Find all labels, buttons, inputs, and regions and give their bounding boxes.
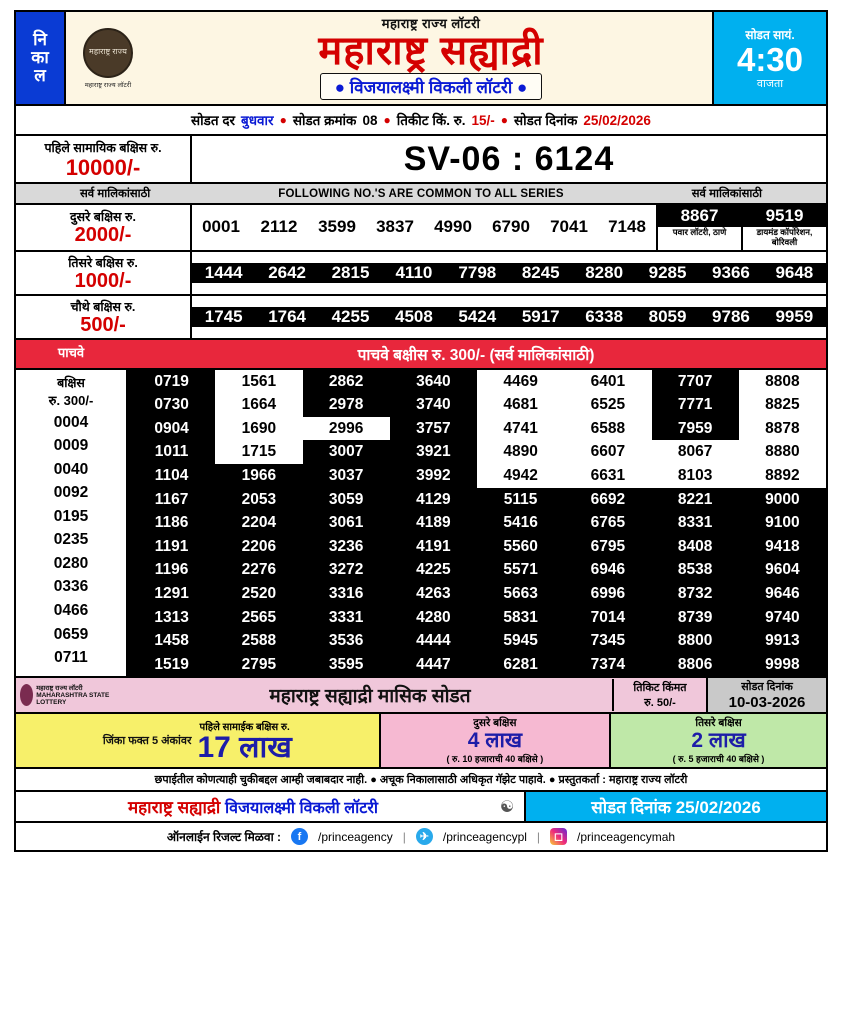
fifth-prize-number: 0466: [53, 602, 89, 619]
telegram-handle[interactable]: /princeagencypl: [442, 829, 527, 844]
fifth-prize-number: 1561: [241, 372, 277, 390]
fifth-prize-bar-right: पाचवे बक्षीस रु. 300/- (सर्व मालिकांसाठी): [357, 346, 595, 364]
monthly-date-label: सोडत दिनांक: [741, 681, 793, 694]
fifth-prize-number: 4890: [503, 443, 538, 461]
third-prize-number: 8245: [509, 263, 572, 283]
fifth-prize-column-3: [303, 370, 390, 677]
second-prize-amount: 2000/-: [74, 224, 132, 247]
third-prize-label: तिसरे बक्षिस रु.: [68, 255, 138, 270]
fourth-prize-row: [16, 296, 826, 340]
footer-right: [524, 792, 826, 821]
fifth-prize-number: 4447: [390, 653, 477, 677]
ticket-label: तिकीट किं. रु.: [396, 113, 466, 128]
common-left: सर्व मालिकांसाठी: [80, 188, 151, 201]
fifth-prize-number: 4741: [503, 419, 538, 437]
fifth-prize-number: 7707: [652, 370, 739, 394]
fifth-prize-number: 6607: [590, 443, 626, 461]
fifth-prize-number: 1690: [241, 419, 277, 437]
monthly-price-label: तिकिट किंमत: [633, 682, 687, 695]
fifth-prize-number: 8408: [652, 535, 739, 559]
fifth-prize-number: 9646: [739, 582, 826, 606]
first-prize-label-cell: [16, 136, 192, 182]
fifth-prize-number: 4263: [390, 582, 477, 606]
fifth-prize-number: 6765: [564, 511, 651, 535]
fifth-prize-number: 0004: [53, 413, 89, 431]
fifth-prize-number: 3236: [303, 535, 390, 559]
header-line2: महाराष्ट्र सह्याद्री: [318, 29, 544, 73]
fifth-prize-number: 5831: [477, 606, 564, 630]
fourth-prize-label: चौथे बक्षिस रु.: [70, 299, 136, 314]
big-prize-third-sub: ( रु. 5 हजाराची 40 बक्षिसे ): [672, 754, 765, 765]
nikal-char-3: ल: [34, 65, 46, 85]
number-value: 08: [362, 112, 378, 128]
fifth-prize-number: 5663: [477, 582, 564, 606]
fourth-prize-number: 4255: [319, 307, 382, 327]
rate-value: बुधवार: [241, 113, 274, 128]
fifth-prize-number: 2996: [328, 419, 364, 437]
fifth-prize-number: 3921: [390, 440, 477, 464]
big-prize-row: [16, 714, 826, 769]
fifth-prize-number: 6401: [590, 372, 626, 390]
third-prize-label-cell: [16, 252, 192, 294]
third-prize-number: 1444: [192, 263, 255, 283]
fifth-prize-number: 8808: [765, 372, 800, 390]
fifth-prize-number: 1664: [241, 396, 277, 414]
special-prize-2: [741, 205, 826, 250]
fifth-prize-number: 3992: [390, 464, 477, 488]
first-big-prize: [16, 714, 381, 767]
facebook-icon[interactable]: f: [291, 828, 308, 845]
emblem-icon: ☯: [499, 798, 515, 816]
fifth-prize-number: 3061: [303, 511, 390, 535]
fifth-prize-column-7: [652, 370, 739, 677]
third-prize-number: 4110: [382, 263, 445, 283]
fifth-prize-number: 1011: [128, 440, 215, 464]
fifth-prize-number: 8878: [765, 419, 800, 437]
fifth-prize-number: 8103: [677, 467, 713, 484]
monthly-price-value: रु. 50/-: [644, 697, 676, 710]
fifth-prize-number: 2795: [215, 653, 302, 677]
fifth-prize-column-1: [128, 370, 215, 677]
fifth-prize-number: 2565: [215, 606, 302, 630]
fifth-prize-number: 2520: [215, 582, 302, 606]
fifth-prize-number: 2588: [215, 629, 302, 653]
fifth-prize-number: 2206: [215, 535, 302, 559]
monthly-price: [612, 679, 706, 711]
seal-icon: महाराष्ट्र राज्य: [83, 28, 133, 78]
fourth-prize-numbers: [192, 296, 826, 338]
fifth-prize-column-6: [564, 370, 651, 677]
first-prize-row: [16, 136, 826, 184]
fifth-prize-number: 3037: [303, 464, 390, 488]
fifth-prize-column-0: [16, 411, 126, 670]
footer-right-label: सोडत दिनांक: [591, 798, 671, 818]
fifth-prize-number: 0719: [128, 370, 215, 394]
fifth-prize-number: 5571: [477, 558, 564, 582]
fifth-prize-number: 2862: [303, 370, 390, 394]
fourth-prize-label-cell: [16, 296, 192, 338]
fifth-prize-bar: [16, 340, 826, 370]
fifth-prize-number: 4942: [503, 467, 538, 484]
draw-time-box: [712, 12, 826, 104]
fifth-prize-number: 8739: [652, 606, 739, 630]
facebook-handle[interactable]: /princeagency: [318, 829, 393, 844]
monthly-date: [706, 678, 826, 712]
fifth-prize-number: 1519: [128, 653, 215, 677]
second-prize-label: दुसरे बक्षिस रु.: [70, 210, 136, 225]
nikal-char-2: का: [31, 48, 49, 68]
header: [16, 12, 826, 106]
monthly-seal-icon: [20, 684, 33, 706]
monthly-title: महाराष्ट्र सह्याद्री मासिक सोडत: [269, 686, 471, 708]
monthly-logo-text: महाराष्ट्र राज्य लॉटरी MAHARASHTRA STATE LOTTERY: [36, 684, 110, 706]
second-prize-specials: [656, 205, 826, 250]
first-prize-number: SV-06 : 6124: [403, 139, 615, 178]
instagram-handle[interactable]: /princeagencymah: [577, 829, 676, 844]
social-bar: [16, 823, 826, 850]
fifth-prize-number: 1186: [128, 511, 215, 535]
fifth-prize-number: 8732: [652, 582, 739, 606]
fifth-prize-number: 1196: [128, 558, 215, 582]
nikal-vertical-label: [16, 12, 66, 104]
second-prize-number: 3599: [308, 217, 366, 237]
fifth-prize-number: 7345: [564, 629, 651, 653]
fifth-prize-number: 3757: [390, 417, 477, 441]
second-prize-numbers: [192, 205, 656, 250]
fifth-prize-number: 2978: [303, 393, 390, 417]
fifth-prize-number: 0659: [53, 625, 89, 643]
third-prize-number: 9285: [636, 263, 699, 283]
fifth-prize-number: 4191: [390, 535, 477, 559]
fourth-prize-number: 4508: [382, 307, 445, 327]
big-prize-second-sub: ( रु. 10 हजाराची 40 बक्षिसे ): [446, 754, 544, 765]
fifth-prize-number: 4681: [503, 396, 538, 414]
fourth-prize-number: 1745: [192, 307, 255, 327]
monthly-date-value: 10-03-2026: [728, 694, 806, 712]
fifth-prize-number: 1167: [128, 488, 215, 512]
fifth-prize-column-2: [215, 370, 302, 677]
fifth-prize-number: 0235: [53, 531, 89, 549]
fifth-prize-number: 2053: [215, 488, 302, 512]
fourth-prize-number: 5424: [446, 307, 509, 327]
draw-time-value: 4:30: [736, 40, 804, 78]
fifth-prize-number: 5115: [477, 488, 564, 512]
fifth-prize-number: 9740: [739, 606, 826, 630]
fifth-prize-number: 8331: [652, 511, 739, 535]
fifth-prize-number: 7771: [652, 393, 739, 417]
special-prize-caption: पवार लॉटरी, ठाणे: [672, 227, 727, 238]
fifth-prize-number: 6692: [564, 488, 651, 512]
fifth-prize-grid: [16, 370, 826, 679]
header-title-block: [150, 12, 712, 104]
fourth-prize-number: 9959: [763, 307, 826, 327]
fifth-prize-number: 5416: [477, 511, 564, 535]
first-prize-amount: 10000/-: [65, 155, 141, 180]
fifth-prize-number: 3331: [303, 606, 390, 630]
fifth-prize-number: 8800: [652, 629, 739, 653]
fifth-prize-number: 8880: [765, 443, 800, 461]
fifth-prize-number: 3316: [303, 582, 390, 606]
fifth-prize-number: 1191: [128, 535, 215, 559]
monthly-draw-bar: [16, 678, 826, 714]
monthly-logo: [16, 684, 128, 706]
third-prize-number: 9366: [699, 263, 762, 283]
second-big-prize: [381, 714, 611, 767]
fifth-prize-number: 6996: [564, 582, 651, 606]
special-prize-1: [656, 205, 741, 250]
second-prize-number: 4990: [424, 217, 482, 237]
fifth-prize-number: 3059: [303, 488, 390, 512]
fifth-prize-number: 6631: [590, 467, 626, 484]
footer-right-date: 25/02/2026: [675, 798, 761, 818]
fifth-prize-number: 4189: [390, 511, 477, 535]
draw-info-bar: [16, 106, 826, 136]
fourth-prize-number: 5917: [509, 307, 572, 327]
logo-caption: महाराष्ट्र राज्य लॉटरी: [84, 81, 132, 89]
fifth-prize-side-column: [16, 370, 128, 677]
fifth-prize-number: 0280: [53, 554, 89, 572]
fifth-prize-number: 0711: [54, 649, 88, 667]
common-mid: FOLLOWING NO.'S ARE COMMON TO ALL SERIES: [278, 187, 564, 200]
fifth-prize-number: 8067: [677, 443, 713, 461]
fifth-prize-number: 0904: [128, 417, 215, 441]
fifth-prize-number: 8892: [765, 467, 800, 484]
third-prize-number: 8280: [572, 263, 635, 283]
fifth-side-label-1: बक्षिस: [57, 375, 85, 390]
ticket-value: 15/-: [471, 112, 495, 128]
third-prize-number: 2642: [255, 263, 318, 283]
fourth-prize-number: 9786: [699, 307, 762, 327]
fifth-prize-column-8: [739, 370, 826, 677]
bullet-icon: ●: [500, 113, 509, 127]
disclaimer-text: छपाईतील कोणत्याही चुकीबद्दल आम्ही जबाबदार नाही. ● अचूक निकालासाठी अधिकृत गॅझेट पाहावे. ● प्रस्तुतकर्ता : महाराष्ट्र राज्य लॉटरी: [16, 769, 826, 792]
second-prize-number: 3837: [366, 217, 424, 237]
big-prize-third-caption: तिसरे बक्षिस: [695, 717, 742, 730]
fifth-prize-number: 0336: [53, 578, 89, 596]
fifth-prize-number: 0092: [53, 484, 89, 502]
common-series-bar: [16, 184, 826, 205]
fifth-prize-number: 2204: [215, 511, 302, 535]
second-prize-number: 2112: [250, 217, 308, 237]
fifth-prize-number: 7959: [652, 417, 739, 441]
bullet-icon: ●: [383, 113, 391, 127]
second-prize-number: 6790: [482, 217, 540, 237]
fourth-prize-number: 8059: [636, 307, 699, 327]
fifth-prize-column-5: [477, 370, 564, 677]
big-prize-first-caption: पहिले सामाईक बक्षिस रु.: [199, 721, 290, 733]
footer-left-sub: विजयालक्ष्मी विकली लॉटरी: [225, 800, 379, 818]
draw-time-label: सोडत सायं.: [745, 27, 795, 42]
second-prize-row: [16, 205, 826, 252]
telegram-icon[interactable]: ✈: [416, 828, 433, 845]
rate-label: सोडत दर: [191, 113, 236, 128]
fifth-prize-number: 0040: [53, 460, 89, 478]
common-right: सर्व मालिकांसाठी: [691, 188, 762, 201]
fifth-prize-number: 3740: [390, 393, 477, 417]
fifth-prize-number: 4129: [390, 488, 477, 512]
fifth-prize-number: 4225: [390, 558, 477, 582]
fifth-prize-number: 9000: [739, 488, 826, 512]
instagram-icon[interactable]: ◻: [550, 828, 567, 845]
fifth-prize-number: 5945: [477, 629, 564, 653]
second-prize-label-cell: [16, 205, 192, 250]
fifth-prize-number: 9100: [739, 511, 826, 535]
fifth-prize-bar-left: पाचवे: [57, 344, 85, 360]
fifth-prize-number: 6795: [564, 535, 651, 559]
nikal-char-1: नि: [33, 30, 47, 50]
special-prize-number: 8867: [658, 205, 741, 227]
fifth-prize-number: 6946: [564, 558, 651, 582]
footer-left: [16, 795, 490, 818]
result-frame: [14, 10, 828, 852]
footer-bar: [16, 792, 826, 823]
third-big-prize: [611, 714, 826, 767]
fifth-prize-number: 8825: [765, 396, 800, 414]
fifth-prize-number: 3640: [390, 370, 477, 394]
fifth-prize-number: 1966: [215, 464, 302, 488]
divider: |: [536, 829, 541, 844]
fourth-prize-amount: 500/-: [80, 313, 126, 336]
big-prize-second-caption: दुसरे बक्षिस: [473, 717, 517, 730]
divider: |: [402, 829, 406, 844]
second-prize-number: 0001: [192, 217, 250, 237]
fifth-prize-number: 1104: [128, 464, 215, 488]
fifth-prize-number: 8806: [652, 653, 739, 677]
fifth-prize-number: 4469: [503, 372, 538, 390]
fifth-prize-number: 9998: [739, 653, 826, 677]
draw-time-suffix: वाजता: [756, 77, 784, 90]
fifth-prize-number: 1313: [128, 606, 215, 630]
number-label: सोडत क्रमांक: [292, 113, 357, 128]
fifth-side-label-2: रु. 300/-: [48, 392, 94, 408]
fifth-prize-number: 4444: [390, 629, 477, 653]
bullet-icon: ●: [279, 113, 287, 127]
fourth-prize-number: 6338: [572, 307, 635, 327]
footer-left-title: महाराष्ट्र सह्याद्री: [127, 798, 221, 818]
third-prize-number: 9648: [763, 263, 826, 283]
third-prize-numbers: [192, 252, 826, 294]
second-prize-number: 7148: [598, 217, 656, 237]
fifth-prize-number: 0009: [53, 437, 89, 455]
header-line3: ● विजयालक्ष्मी विकली लॉटरी ●: [320, 73, 543, 100]
special-prize-caption: डायमंड कॉर्पोरेशन, बोरिवली: [756, 227, 813, 247]
fifth-prize-number: 9604: [739, 558, 826, 582]
special-prize-number: 9519: [743, 205, 826, 227]
fifth-prize-number: 8221: [652, 488, 739, 512]
fifth-prize-number: 3595: [303, 653, 390, 677]
fourth-prize-number: 1764: [255, 307, 318, 327]
big-prize-note: जिंका फक्त 5 अंकांवर: [102, 734, 192, 747]
third-prize-number: 7798: [446, 263, 509, 283]
date-label: सोडत दिनांक: [514, 113, 578, 128]
first-prize-label: पहिले सामायिक बक्षिस रु.: [44, 141, 162, 155]
fifth-prize-number: 9913: [739, 629, 826, 653]
social-label: ऑनलाईन रिजल्ट मिळवा :: [166, 830, 282, 845]
fifth-prize-number: 0730: [128, 393, 215, 417]
fifth-prize-number: 7374: [564, 653, 651, 677]
fifth-prize-number: 5560: [477, 535, 564, 559]
fifth-prize-number: 1715: [241, 443, 277, 461]
big-prize-second-amount: 4 लाख: [467, 729, 523, 753]
fifth-prize-number: 9418: [739, 535, 826, 559]
fifth-prize-number: 8538: [652, 558, 739, 582]
big-prize-third-amount: 2 लाख: [691, 729, 746, 753]
fifth-prize-number: 1291: [128, 582, 215, 606]
third-prize-number: 2815: [319, 263, 382, 283]
fifth-prize-number: 0195: [53, 507, 89, 525]
third-prize-row: [16, 252, 826, 296]
fifth-prize-columns: [128, 370, 826, 677]
second-prize-number: 7041: [540, 217, 598, 237]
big-prize-first-amount: 17 लाख: [197, 730, 292, 764]
fifth-prize-number: 3536: [303, 629, 390, 653]
fifth-prize-number: 6525: [590, 396, 626, 414]
fifth-prize-number: 7014: [564, 606, 651, 630]
fifth-prize-column-4: [390, 370, 477, 677]
third-prize-amount: 1000/-: [74, 269, 132, 292]
fifth-prize-number: 3272: [303, 558, 390, 582]
fifth-prize-number: 6281: [477, 653, 564, 677]
fifth-prize-number: 4280: [390, 606, 477, 630]
fifth-prize-number: 2276: [215, 558, 302, 582]
header-line1: महाराष्ट्र राज्य लॉटरी: [381, 16, 481, 31]
fifth-prize-number: 3007: [303, 440, 390, 464]
fifth-prize-number: 6588: [590, 419, 626, 437]
date-value: 25/02/2026: [583, 112, 651, 128]
fifth-prize-number: 1458: [128, 629, 215, 653]
state-lottery-logo: [66, 12, 150, 104]
